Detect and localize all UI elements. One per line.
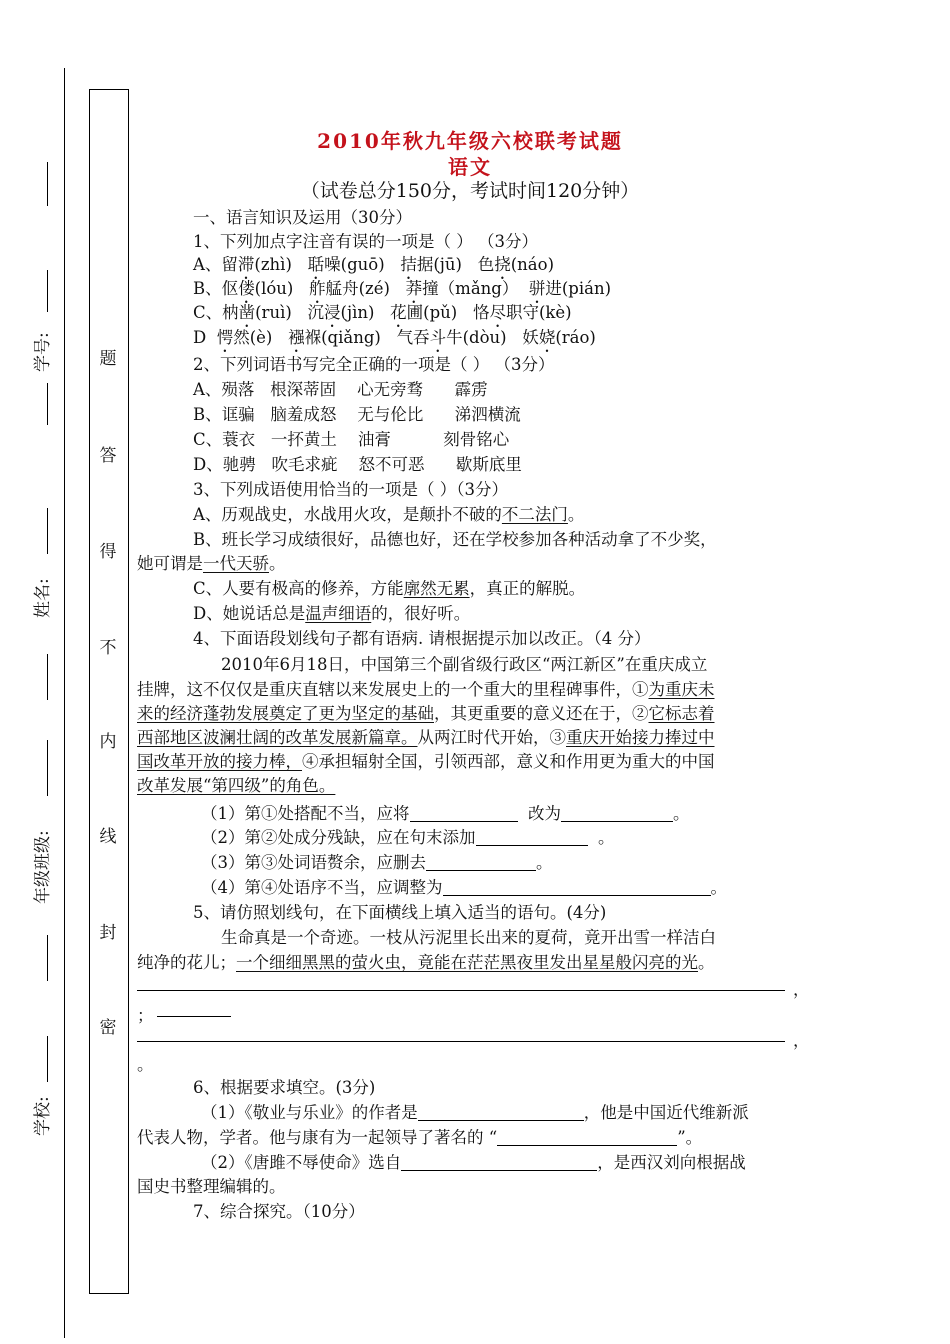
class-blank (47, 740, 48, 796)
q4-sub4: （4）第④处语序不当，应调整为 。 (201, 878, 727, 897)
q1-option-d: D 愕然(è) 襁褓(qiǎng) 气吞斗牛(dòu) 妖娆(ráo) (193, 328, 596, 347)
seal-char: 得 (99, 542, 117, 562)
class-label: 年级班级: (33, 830, 53, 904)
q1-stem: 1、下列加点字注音有误的一项是（ ） （3分） (193, 232, 538, 251)
q4-sub2: （2）第②处成分残缺，应在句末添加 。 (201, 828, 615, 847)
q3-option-c: C、人要有极高的修养，方能廓然无累，真正的解脱。 (193, 579, 586, 598)
answer-blank[interactable] (401, 1154, 597, 1171)
q4-passage-line: 来的经济蓬勃发展奠定了更为坚定的基础，其更重要的意义还在于，②它标志着 (137, 704, 715, 723)
q5-passage-line: 纯净的花儿；一个细细黑黑的萤火虫，竟能在茫茫黑夜里发出星星般闪亮的光。 (137, 953, 715, 972)
q5-passage-line: 生命真是一个奇迹。一枝从污泥里长出来的夏荷，竟开出雪一样洁白 (221, 928, 716, 947)
section-heading: 一、语言知识及运用（30分） (193, 208, 412, 227)
q1-option-c: C、枘凿(ruì) 沉浸(jìn) 花圃(pǔ) 恪尽职守(kè) (193, 303, 572, 322)
q5-stem: 5、请仿照划线句，在下面横线上填入适当的语句。(4分) (193, 903, 607, 922)
q2-option-d: D、驰骋 吹毛求疵 怒不可恶 歇斯底里 (193, 455, 522, 474)
q4-passage-line: 改革发展“第四级”的角色。 (137, 776, 336, 795)
q2-option-c: C、蓑衣 一抔黄土 油膏 刻骨铭心 (193, 430, 510, 449)
q1-option-b: B、伛偻(lóu) 舴艋舟(zé) 莽撞（mǎng） 骈进(pián) (193, 279, 612, 298)
margin-rule (64, 68, 65, 1338)
q4-stem: 4、下面语段划线句子都有语病. 请根据提示加以改正。（4 分） (193, 629, 651, 648)
q4-passage-line: 西部地区波澜壮阔的改革发展新篇章。从两江时代开始，③重庆开始接力捧过中 (137, 728, 715, 747)
school-blank (47, 935, 48, 981)
name-label: 姓名: (33, 578, 53, 618)
seal-line-box (89, 89, 129, 1294)
answer-line[interactable] (137, 1041, 785, 1042)
answer-blank[interactable] (418, 1104, 584, 1121)
answer-line[interactable] (157, 1016, 231, 1017)
seal-char: 不 (99, 638, 117, 658)
answer-blank[interactable] (443, 879, 711, 896)
punct-comma: ， (793, 1031, 810, 1050)
q3-stem: 3、下列成语使用恰当的一项是（ ）（3分） (193, 480, 508, 499)
answer-blank[interactable] (476, 829, 588, 846)
student-id-blank (47, 270, 48, 312)
name-blank (47, 508, 48, 554)
punct-comma: ， (793, 980, 810, 999)
q2-stem: 2、下列词语书写完全正确的一项是（ ） （3分） (193, 355, 555, 374)
punct-semicolon: ； (137, 1006, 154, 1025)
seal-char: 题 (99, 349, 117, 369)
q3-option-a: A、历观战史，水战用火攻，是颠扑不破的不二法门。 (193, 505, 585, 524)
q1-option-a: A、留滞(zhì) 聒噪(guō) 拮据(jū) 色挠(náo) (193, 255, 555, 274)
q4-sub3: （3）第③处词语赘余，应删去 。 (201, 853, 553, 872)
class-blank (47, 654, 48, 700)
q3-option-b: B、班长学习成绩很好，品德也好，还在学校参加各种活动拿了不少奖， (193, 530, 717, 549)
q6-sub2-cont: 国史书整理编辑的。 (137, 1177, 286, 1196)
seal-char: 内 (99, 732, 117, 752)
school-blank (47, 1036, 48, 1082)
q6-sub1: （1）《敬业与乐业》的作者是 ，他是中国近代维新派 (201, 1103, 749, 1122)
answer-blank[interactable] (410, 805, 518, 822)
q4-passage-line: 国改革开放的接力棒，④承担辐射全国，引领西部，意义和作用更为重大的中国 (137, 752, 715, 771)
exam-title: 2010年秋九年级六校联考试题 (317, 129, 623, 153)
exam-info: （试卷总分150分，考试时间120分钟） (300, 180, 640, 202)
q3-option-d: D、她说话总是温声细语的，很好听。 (193, 604, 471, 623)
q4-sub1: （1）第①处搭配不当，应将 改为 。 (201, 804, 690, 823)
q2-option-a: A、殒落 根深蒂固 心无旁骛 霹雳 (193, 380, 488, 399)
subject-title: 语文 (448, 155, 492, 179)
seal-char: 线 (99, 827, 117, 847)
q4-passage-line: 2010年6月18日，中国第三个副省级行政区“两江新区”在重庆成立 (221, 655, 708, 674)
q6-sub1-cont: 代表人物，学者。他与康有为一起领导了著名的 “ ”。 (137, 1128, 703, 1147)
answer-blank[interactable] (426, 854, 536, 871)
answer-blank[interactable] (497, 1129, 677, 1146)
name-blank (47, 383, 48, 425)
punct-period: 。 (137, 1055, 154, 1074)
q7-stem: 7、综合探究。（10分） (193, 1202, 365, 1221)
seal-char: 答 (99, 446, 117, 466)
student-id-label: 学号: (33, 332, 53, 372)
seal-char: 密 (99, 1018, 117, 1038)
seal-char: 封 (99, 923, 117, 943)
school-label: 学校: (33, 1096, 53, 1136)
q4-passage-line: 挂牌，这不仅仅是重庆直辖以来发展史上的一个重大的里程碑事件，①为重庆未 (137, 680, 715, 699)
answer-line[interactable] (137, 990, 785, 991)
q2-option-b: B、诓骗 脑羞成怒 无与伦比 涕泗横流 (193, 405, 521, 424)
q6-stem: 6、根据要求填空。(3分) (193, 1078, 376, 1097)
q3-option-b-cont: 她可谓是一代天骄。 (137, 554, 286, 573)
q6-sub2: （2）《唐雎不辱使命》选自 ，是西汉刘向根据战 (201, 1153, 746, 1172)
answer-blank[interactable] (561, 805, 673, 822)
